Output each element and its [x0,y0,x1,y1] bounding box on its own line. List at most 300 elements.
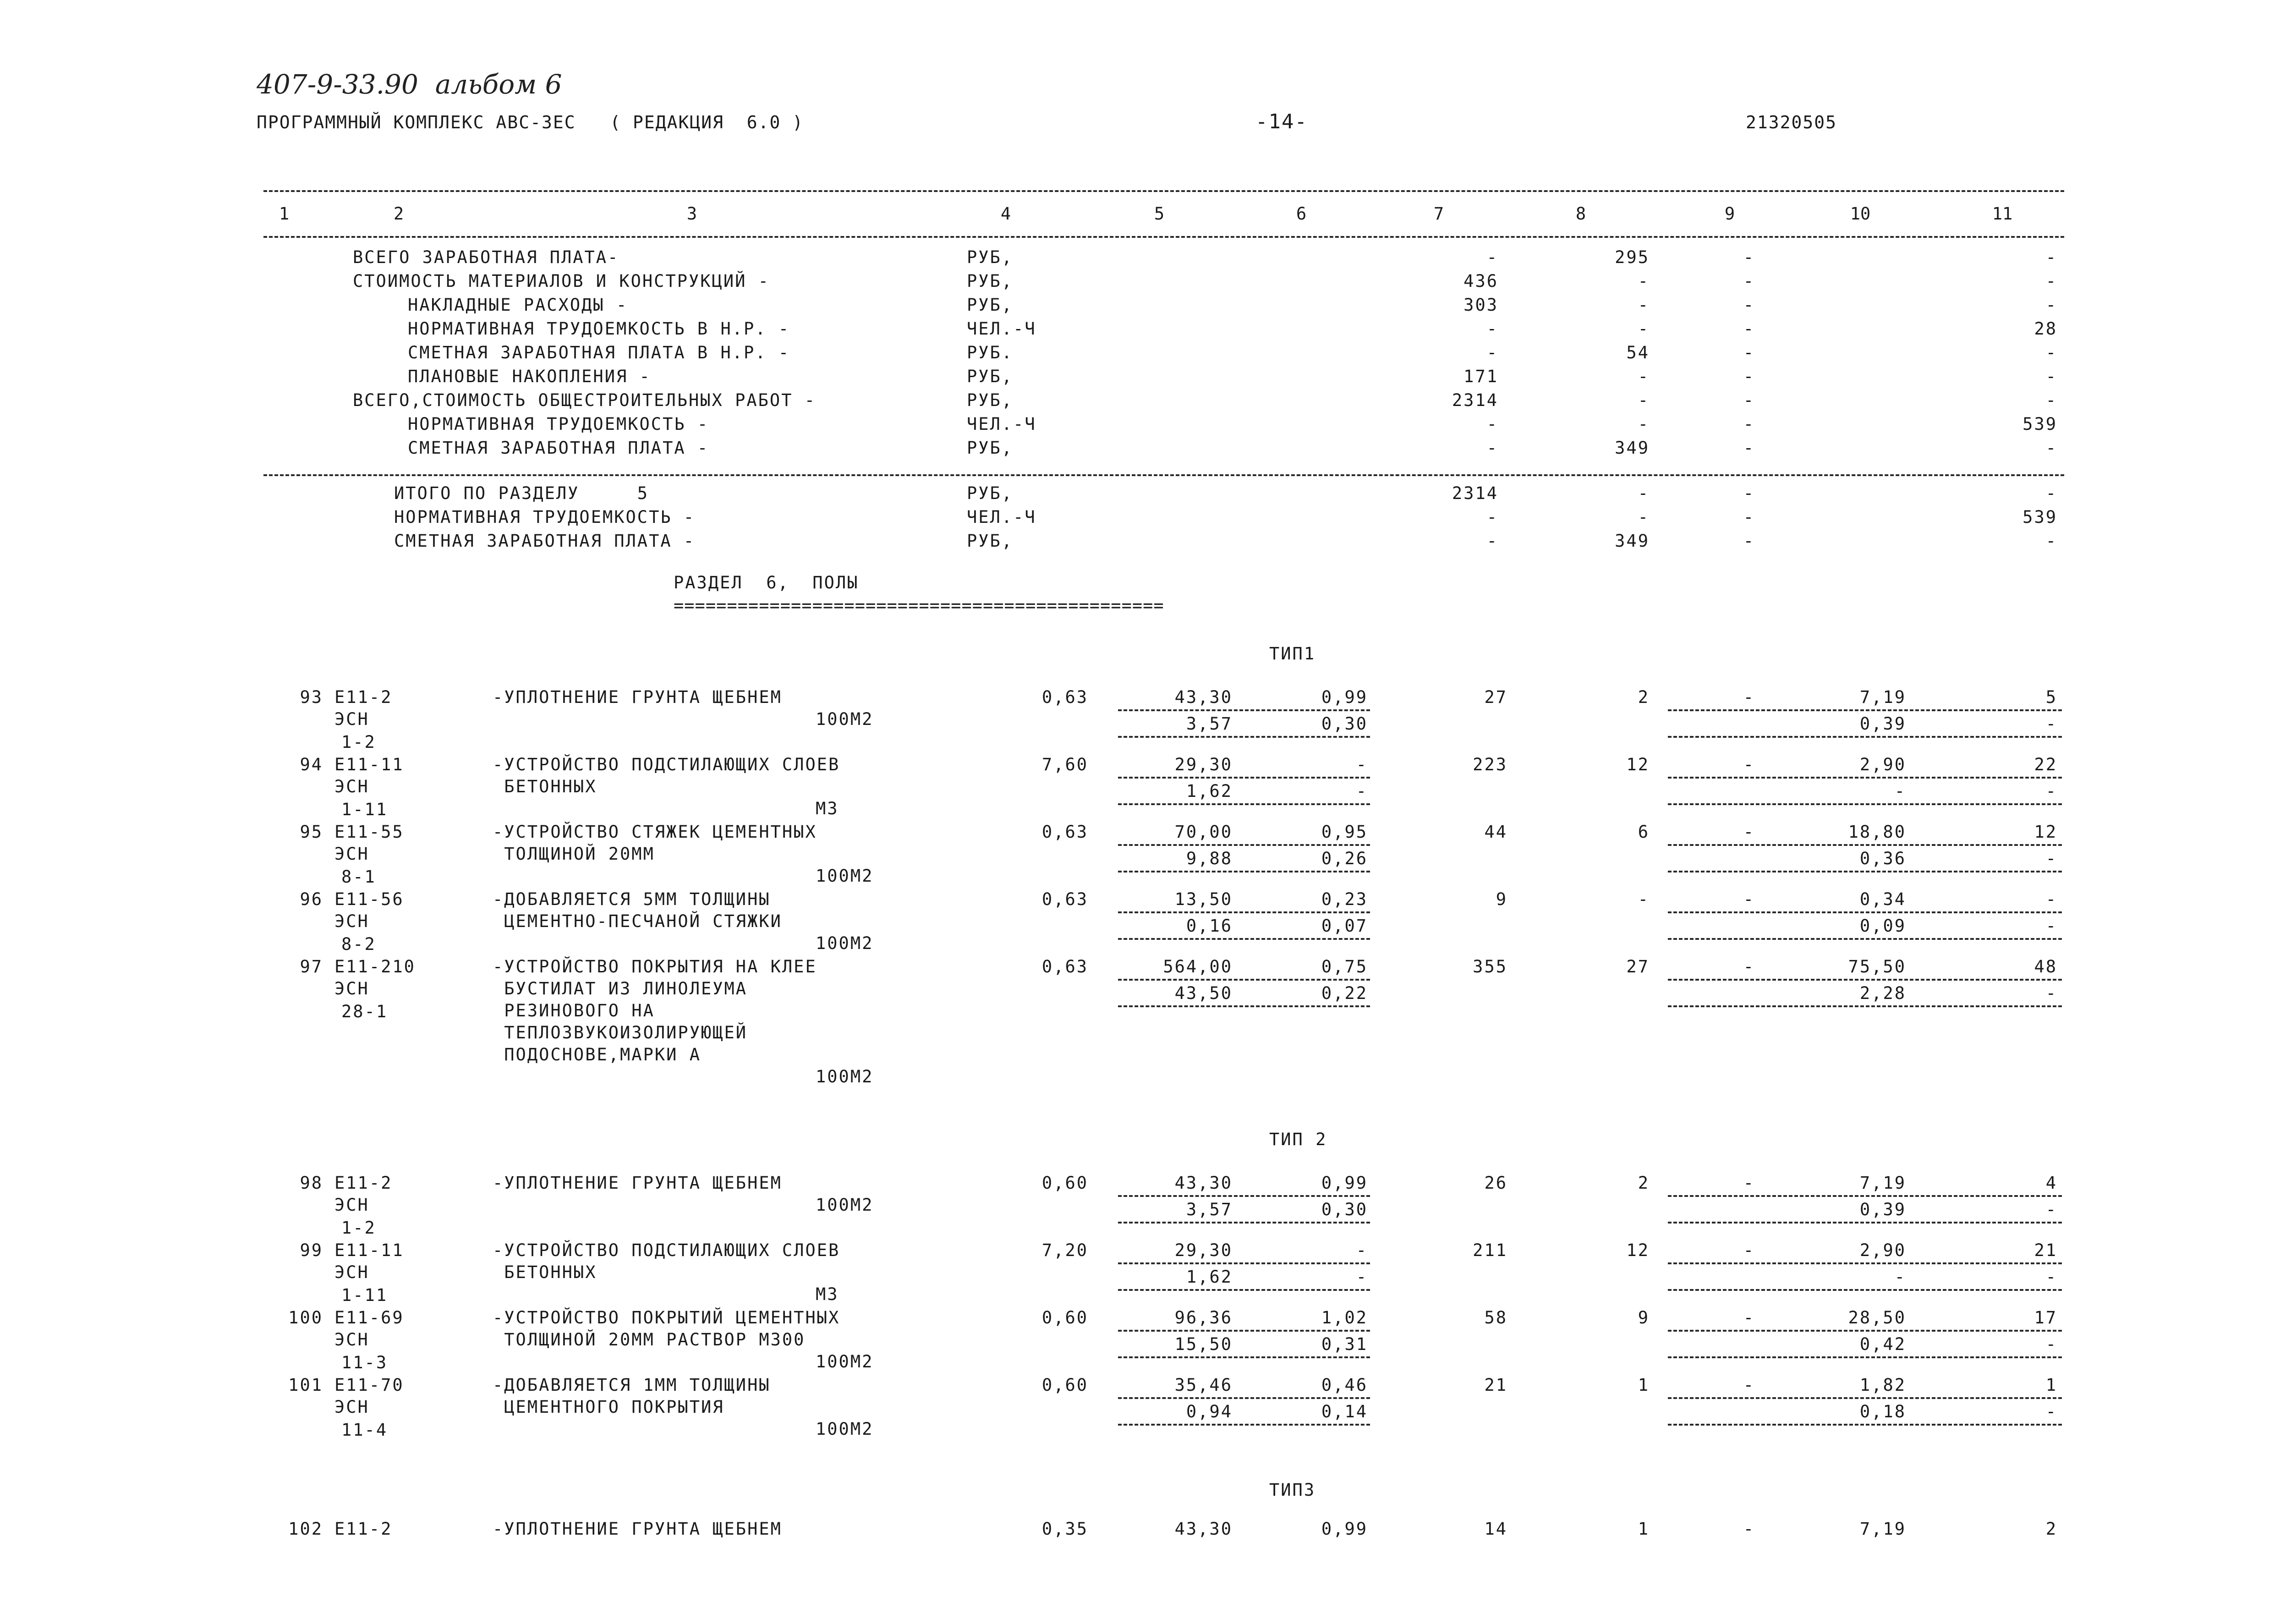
item-code-ref: 28-1 [341,1002,388,1021]
item-code-ref: 11-4 [341,1420,388,1440]
summary-row-col7: - [1486,343,1498,362]
item-col10-wage: 0,09 [1859,916,1906,936]
item-col9: - [1743,957,1755,977]
item-col7: 9 [1496,889,1507,909]
item-col8: 9 [1638,1308,1650,1328]
item-code: Е11-210 [334,957,416,977]
item-col11-wage: - [2045,849,2057,868]
item-col7: 27 [1484,687,1507,707]
item-col5: 43,30 [1174,1173,1233,1193]
section-total-row-label: НОРМАТИВНАЯ ТРУДОЕМКОСТЬ - [394,507,696,527]
item-col11-wage: - [2045,983,2057,1003]
item-right-rule [1668,911,2062,913]
item-col9: - [1743,822,1755,842]
summary-row-col11: 28 [2034,319,2057,339]
item-col10-wage: - [1894,1267,1906,1287]
summary-row-col11: - [2045,343,2057,362]
summary-row-unit: РУБ, [967,367,1014,386]
item-description: ЦЕМЕНТНОГО ПОКРЫТИЯ [493,1397,724,1417]
item-code: Е11-70 [334,1375,404,1395]
item-code: Е11-11 [334,1240,404,1260]
item-col8: 2 [1638,1173,1650,1193]
item-col8: 2 [1638,687,1650,707]
section-total-row-col8: 349 [1615,531,1650,551]
item-right-rule-lower [1668,736,2062,738]
summary-row-unit: ЧЕЛ.-Ч [967,414,1036,434]
item-number: 94 [300,755,323,774]
item-col6: 0,23 [1321,889,1368,909]
item-right-rule-lower [1668,1289,2062,1291]
item-col5: 29,30 [1174,755,1233,774]
column-number-4: 4 [1000,204,1011,224]
item-price-rule-lower [1118,1222,1370,1223]
item-description: -УСТРОЙСТВО ПОДСТИЛАЮЩИХ СЛОЕВ [493,1240,840,1260]
item-col11-wage: - [2045,916,2057,936]
item-price-rule [1118,709,1370,711]
item-col11: 5 [2045,687,2057,707]
summary-row-col11: - [2045,367,2057,386]
item-price-rule-lower [1118,736,1370,738]
item-col7: 223 [1473,755,1507,774]
item-number: 100 [288,1308,323,1328]
item-code-source: ЭСН [334,777,369,796]
item-right-rule-lower [1668,803,2062,805]
item-unit: 100М2 [816,866,874,886]
item-right-rule [1668,709,2062,711]
item-unit: 100М2 [816,1352,874,1372]
item-col9: - [1743,1519,1755,1539]
item-unit: 100М2 [816,709,874,729]
summary-row-col8: - [1638,271,1650,291]
section-total-row-col8: - [1638,483,1650,503]
item-number: 98 [300,1173,323,1193]
item-col6-wage: 0,30 [1321,1200,1368,1219]
item-right-rule-lower [1668,871,2062,872]
item-col4: 0,60 [1041,1375,1088,1395]
section-total-row-col11: - [2045,483,2057,503]
summary-row-label: СТОИМОСТЬ МАТЕРИАЛОВ И КОНСТРУКЦИЙ - [353,271,770,291]
summary-row-unit: РУБ, [967,438,1014,458]
item-right-rule [1668,844,2062,846]
item-price-rule-lower [1118,1424,1370,1426]
summary-row-col7: - [1486,414,1498,434]
column-number-8: 8 [1575,204,1586,224]
item-code-source: ЭСН [334,1262,369,1282]
summary-row-col9: - [1743,319,1755,339]
item-code-source: ЭСН [334,709,369,729]
item-number: 99 [300,1240,323,1260]
summary-row-col7: - [1486,319,1498,339]
item-right-rule [1668,1397,2062,1399]
section-total-row-label: ИТОГО ПО РАЗДЕЛУ 5 [394,483,649,503]
summary-row-unit: РУБ, [967,271,1014,291]
item-col7: 355 [1473,957,1507,977]
item-right-rule [1668,1330,2062,1332]
item-col4: 0,35 [1041,1519,1088,1539]
item-unit: 100М2 [816,1419,874,1439]
item-col9: - [1743,889,1755,909]
item-code: Е11-55 [334,822,404,842]
item-col10: 7,19 [1859,1519,1906,1539]
summary-row-col11: - [2045,438,2057,458]
item-right-rule-lower [1668,1222,2062,1223]
item-price-rule-lower [1118,938,1370,940]
summary-row-label: НАКЛАДНЫЕ РАСХОДЫ - [408,295,628,315]
item-col11-wage: - [2045,1267,2057,1287]
item-col11-wage: - [2045,1200,2057,1219]
summary-row-col8: - [1638,414,1650,434]
item-code: Е11-2 [334,687,393,707]
item-col5-wage: 9,88 [1186,849,1233,868]
item-price-rule-lower [1118,803,1370,805]
section-total-row-label: СМЕТНАЯ ЗАРАБОТНАЯ ПЛАТА - [394,531,696,551]
item-col8: - [1638,889,1650,909]
item-code-source: ЭСН [334,844,369,864]
column-number-5: 5 [1154,204,1165,224]
item-col6: 1,02 [1321,1308,1368,1328]
item-description: ПОДОСНОВЕ,МАРКИ А [493,1045,701,1064]
section-underline: ============================================== [674,596,1164,615]
item-col11: 1 [2045,1375,2057,1395]
item-col4: 0,63 [1041,822,1088,842]
item-unit: 100М2 [816,933,874,953]
section-title: РАЗДЕЛ 6, ПОЛЫ [674,573,859,593]
column-number-11: 11 [1992,204,2013,224]
item-col6: 0,75 [1321,957,1368,977]
summary-row-col8: 54 [1626,343,1650,362]
item-description: БЕТОННЫХ [493,777,597,796]
item-code-ref: 1-11 [341,1285,388,1305]
item-col9: - [1743,1173,1755,1193]
item-col5: 43,30 [1174,687,1233,707]
item-number: 101 [288,1375,323,1395]
summary-row-col11: - [2045,295,2057,315]
item-col10: 7,19 [1859,1173,1906,1193]
item-col5-wage: 1,62 [1186,781,1233,801]
type2-label: ТИП 2 [1269,1130,1327,1149]
section-total-row-col11: 539 [2022,507,2057,527]
item-col11: - [2045,889,2057,909]
item-right-rule [1668,979,2062,981]
item-col11-wage: - [2045,1334,2057,1354]
section-total-row-col8: - [1638,507,1650,527]
summary-row-unit: РУБ, [967,295,1014,315]
program-title: ПРОГРАММНЫЙ КОМПЛЕКС АВС-ЗЕС ( РЕДАКЦИЯ 6.0 ) [257,112,804,132]
item-number: 93 [300,687,323,707]
item-col9: - [1743,1240,1755,1260]
item-code-source: ЭСН [334,911,369,931]
section-total-row-col9: - [1743,483,1755,503]
item-code-ref: 8-2 [341,934,376,954]
item-col4: 0,60 [1041,1173,1088,1193]
item-description: ТОЛЩИНОЙ 20ММ [493,844,655,864]
item-price-rule [1118,777,1370,779]
column-number-9: 9 [1724,204,1735,224]
item-price-rule [1118,1330,1370,1332]
item-col8: 27 [1626,957,1650,977]
item-code: Е11-56 [334,889,404,909]
section-total-row-col9: - [1743,531,1755,551]
item-description: ТОЛЩИНОЙ 20ММ РАСТВОР М300 [493,1330,806,1350]
item-col11: 17 [2034,1308,2057,1328]
summary-row-label: ВСЕГО ЗАРАБОТНАЯ ПЛАТА- [353,247,619,267]
item-unit: 100М2 [816,1067,874,1086]
item-col11-wage: - [2045,781,2057,801]
item-col5-wage: 0,16 [1186,916,1233,936]
item-col10-wage: 0,18 [1859,1402,1906,1421]
summary-row-col8: - [1638,319,1650,339]
item-col5: 13,50 [1174,889,1233,909]
item-col10: 1,82 [1859,1375,1906,1395]
item-code-ref: 1-2 [341,1218,376,1238]
summary-row-col7: 436 [1463,271,1498,291]
summary-row-col8: - [1638,295,1650,315]
summary-row-unit: РУБ, [967,390,1014,410]
item-description: -УСТРОЙСТВО ПОКРЫТИЙ ЦЕМЕНТНЫХ [493,1308,840,1328]
item-col6: 0,99 [1321,1173,1368,1193]
item-col10: 28,50 [1848,1308,1906,1328]
item-col10-wage: 0,39 [1859,1200,1906,1219]
item-price-rule-lower [1118,1289,1370,1291]
item-code: Е11-11 [334,755,404,774]
summary-row-col9: - [1743,247,1755,267]
item-col6-wage: 0,14 [1321,1402,1368,1421]
item-col10-wage: - [1894,781,1906,801]
item-description: БЕТОННЫХ [493,1262,597,1282]
section-total-row-col11: - [2045,531,2057,551]
item-col5-wage: 1,62 [1186,1267,1233,1287]
document-code: 21320505 [1746,112,1837,132]
item-col10-wage: 0,36 [1859,849,1906,868]
item-col5: 70,00 [1174,822,1233,842]
summary-row-col11: - [2045,390,2057,410]
item-code: Е11-2 [334,1173,393,1193]
item-col11: 2 [2045,1519,2057,1539]
summary-row-col9: - [1743,271,1755,291]
item-col11-wage: - [2045,714,2057,734]
item-description: БУСТИЛАТ ИЗ ЛИНОЛЕУМА [493,979,748,999]
summary-row-label: ВСЕГО,СТОИМОСТЬ ОБЩЕСТРОИТЕЛЬНЫХ РАБОТ - [353,390,817,410]
summary-row-col11: 539 [2022,414,2057,434]
summary-row-unit: РУБ. [967,343,1014,362]
item-price-rule [1118,979,1370,981]
item-col5: 35,46 [1174,1375,1233,1395]
item-description: ТЕПЛОЗВУКОИЗОЛИРУЮЩЕЙ [493,1023,748,1042]
item-description: -УПЛОТНЕНИЕ ГРУНТА ЩЕБНЕМ [493,1173,782,1193]
column-number-6: 6 [1296,204,1307,224]
section-total-row-unit: ЧЕЛ.-Ч [967,507,1036,527]
item-description: -УПЛОТНЕНИЕ ГРУНТА ЩЕБНЕМ [493,687,782,707]
item-col10: 2,90 [1859,1240,1906,1260]
item-col5-wage: 15,50 [1174,1334,1233,1354]
item-col10: 18,80 [1848,822,1906,842]
item-col4: 0,63 [1041,889,1088,909]
summary-row-col11: - [2045,247,2057,267]
item-col6: 0,99 [1321,1519,1368,1539]
column-number-7: 7 [1433,204,1444,224]
item-col6: - [1356,755,1368,774]
column-number-1: 1 [279,204,290,224]
item-col5-wage: 3,57 [1186,1200,1233,1219]
item-col6-wage: 0,07 [1321,916,1368,936]
item-col6-wage: 0,30 [1321,714,1368,734]
item-col4: 0,63 [1041,957,1088,977]
item-number: 97 [300,957,323,977]
item-col5-wage: 43,50 [1174,983,1233,1003]
summary-row-col7: 171 [1463,367,1498,386]
item-col10: 75,50 [1848,957,1906,977]
item-col8: 1 [1638,1519,1650,1539]
item-right-rule-lower [1668,1356,2062,1358]
item-col6: 0,46 [1321,1375,1368,1395]
item-code-source: ЭСН [334,1330,369,1350]
item-col5: 564,00 [1163,957,1233,977]
item-col6: 0,99 [1321,687,1368,707]
item-col10-wage: 0,39 [1859,714,1906,734]
item-col7: 14 [1484,1519,1507,1539]
section-total-row-col9: - [1743,507,1755,527]
item-right-rule-lower [1668,1005,2062,1007]
item-col5: 96,36 [1174,1308,1233,1328]
item-col11: 12 [2034,822,2057,842]
summary-row-col8: - [1638,390,1650,410]
item-col4: 0,60 [1041,1308,1088,1328]
section-total-row-unit: РУБ, [967,531,1014,551]
item-code-source: ЭСН [334,979,369,999]
item-col9: - [1743,1308,1755,1328]
item-code-ref: 8-1 [341,867,376,887]
summary-row-label: ПЛАНОВЫЕ НАКОПЛЕНИЯ - [408,367,651,386]
item-col8: 1 [1638,1375,1650,1395]
header-bottom-rule [263,236,2064,238]
item-number: 96 [300,889,323,909]
item-price-rule [1118,1195,1370,1197]
summary-row-label: СМЕТНАЯ ЗАРАБОТНАЯ ПЛАТА - [408,438,709,458]
item-col10-wage: 0,42 [1859,1334,1906,1354]
item-description: -ДОБАВЛЯЕТСЯ 1ММ ТОЛЩИНЫ [493,1375,771,1395]
item-unit: М3 [816,1284,839,1304]
summary-row-col8: - [1638,367,1650,386]
item-code-source: ЭСН [334,1397,369,1417]
item-col5: 29,30 [1174,1240,1233,1260]
item-price-rule [1118,1397,1370,1399]
section-total-row-col7: - [1486,507,1498,527]
item-col11: 48 [2034,957,2057,977]
summary-row-col7: 303 [1463,295,1498,315]
item-number: 95 [300,822,323,842]
summary-row-unit: ЧЕЛ.-Ч [967,319,1036,339]
summary-row-col7: - [1486,247,1498,267]
summary-row-unit: РУБ, [967,247,1014,267]
item-col6: - [1356,1240,1368,1260]
column-number-3: 3 [686,204,697,224]
item-col11: 22 [2034,755,2057,774]
type3-label: ТИП3 [1269,1480,1316,1500]
item-col8: 12 [1626,1240,1650,1260]
item-col9: - [1743,1375,1755,1395]
item-code: Е11-2 [334,1519,393,1539]
summary-row-col9: - [1743,414,1755,434]
item-col10: 7,19 [1859,687,1906,707]
item-price-rule-lower [1118,1356,1370,1358]
item-right-rule-lower [1668,938,2062,940]
item-col6-wage: - [1356,781,1368,801]
item-description: РЕЗИНОВОГО НА [493,1001,655,1020]
item-col4: 7,20 [1041,1240,1088,1260]
summary-row-col7: - [1486,438,1498,458]
summary-row-label: НОРМАТИВНАЯ ТРУДОЕМКОСТЬ В Н.Р. - [408,319,790,339]
summary-row-col8: 295 [1615,247,1650,267]
section-total-row-col7: 2314 [1452,483,1498,503]
item-col7: 211 [1473,1240,1507,1260]
item-description: -УСТРОЙСТВО ПОДСТИЛАЮЩИХ СЛОЕВ [493,755,840,774]
page-number: -14- [1255,110,1308,133]
header-top-rule [263,190,2064,192]
summary-separator [263,474,2064,476]
item-right-rule [1668,1195,2062,1197]
summary-row-col8: 349 [1615,438,1650,458]
item-price-rule [1118,844,1370,846]
item-code: Е11-69 [334,1308,404,1328]
item-col11: 21 [2034,1240,2057,1260]
item-unit: М3 [816,799,839,818]
section-total-row-col7: - [1486,531,1498,551]
item-right-rule [1668,777,2062,779]
summary-row-col9: - [1743,390,1755,410]
item-price-rule-lower [1118,871,1370,872]
item-col6-wage: 0,31 [1321,1334,1368,1354]
item-col7: 58 [1484,1308,1507,1328]
item-code-source: ЭСН [334,1195,369,1215]
item-col5: 43,30 [1174,1519,1233,1539]
item-number: 102 [288,1519,323,1539]
summary-row-col9: - [1743,438,1755,458]
item-col11-wage: - [2045,1402,2057,1421]
item-col6-wage: - [1356,1267,1368,1287]
item-description: ЦЕМЕНТНО-ПЕСЧАНОЙ СТЯЖКИ [493,911,782,931]
summary-row-col7: 2314 [1452,390,1498,410]
item-description: -ДОБАВЛЯЕТСЯ 5ММ ТОЛЩИНЫ [493,889,771,909]
item-col10: 0,34 [1859,889,1906,909]
item-price-rule [1118,911,1370,913]
item-col10-wage: 2,28 [1859,983,1906,1003]
item-col11: 4 [2045,1173,2057,1193]
item-description: -УПЛОТНЕНИЕ ГРУНТА ЩЕБНЕМ [493,1519,782,1539]
item-col9: - [1743,687,1755,707]
handwritten-reference: 407-9-33.90 альбом 6 [257,69,562,100]
item-col5-wage: 0,94 [1186,1402,1233,1421]
item-code-ref: 1-2 [341,732,376,752]
summary-row-col9: - [1743,343,1755,362]
summary-row-col9: - [1743,295,1755,315]
summary-row-col11: - [2045,271,2057,291]
item-right-rule [1668,1262,2062,1264]
item-col6-wage: 0,22 [1321,983,1368,1003]
item-price-rule [1118,1262,1370,1264]
item-col6: 0,95 [1321,822,1368,842]
item-col5-wage: 3,57 [1186,714,1233,734]
item-unit: 100М2 [816,1195,874,1215]
item-col7: 44 [1484,822,1507,842]
item-code-ref: 11-3 [341,1353,388,1372]
section-total-row-unit: РУБ, [967,483,1014,503]
type1-label: ТИП1 [1269,644,1316,664]
item-price-rule-lower [1118,1005,1370,1007]
item-col4: 0,63 [1041,687,1088,707]
column-number-2: 2 [393,204,404,224]
item-col10: 2,90 [1859,755,1906,774]
summary-row-label: НОРМАТИВНАЯ ТРУДОЕМКОСТЬ - [408,414,709,434]
